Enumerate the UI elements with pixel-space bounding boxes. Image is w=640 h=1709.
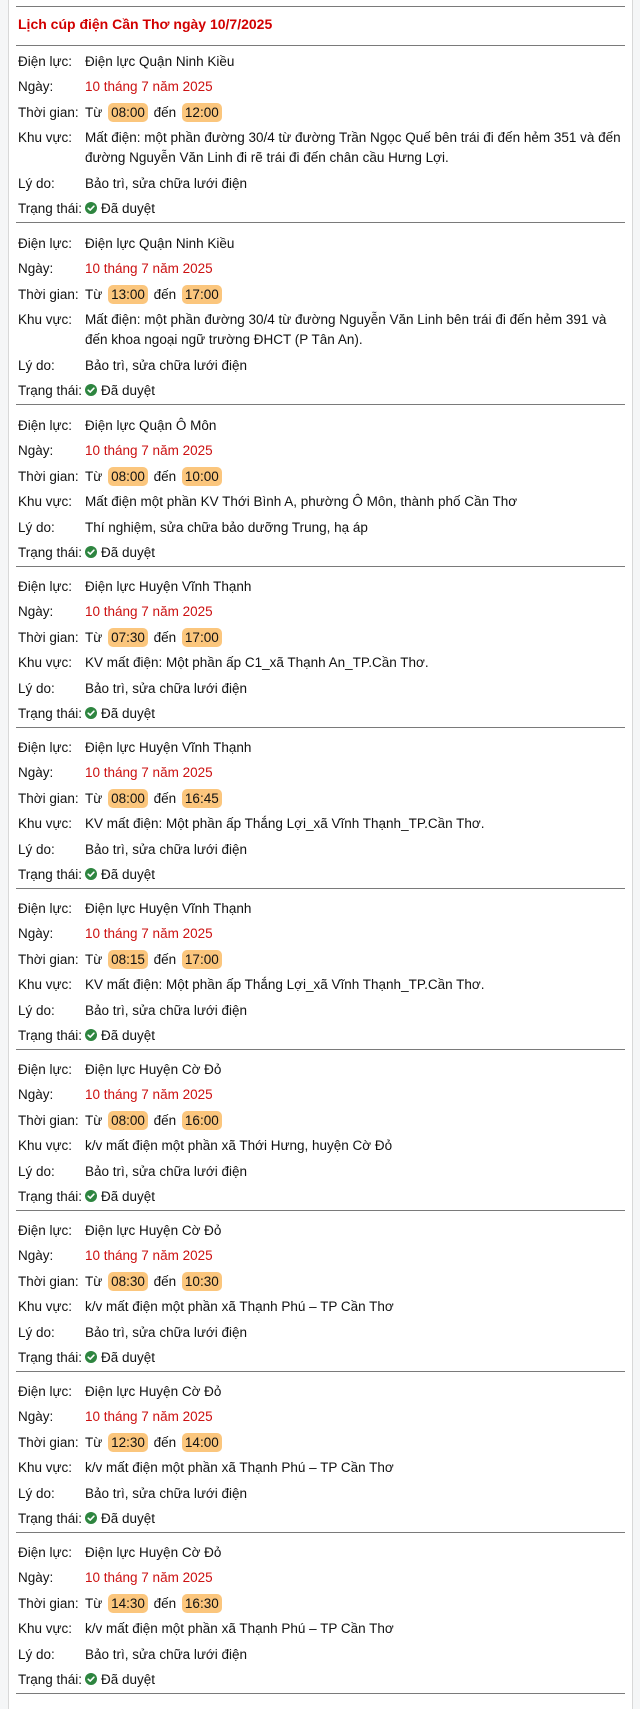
reason-value: Bảo trì, sửa chữa lưới điện (85, 357, 248, 373)
time-row (18, 1594, 622, 1614)
time-from-text: Từ (85, 951, 103, 967)
time-value (85, 1433, 622, 1453)
status-value (85, 1509, 622, 1529)
status-row (18, 1187, 622, 1207)
area-row (18, 310, 622, 350)
time-from-text: Từ (85, 629, 103, 645)
unit-label: Điện lực: (18, 1223, 73, 1238)
reason-label: Lý do: (18, 1646, 55, 1662)
status-label: Trạng thái: (18, 201, 83, 216)
time-row (18, 789, 622, 809)
area-label: Khu vực: (18, 312, 73, 328)
time-row (18, 1433, 622, 1453)
status-row (18, 1509, 622, 1529)
unit-row (18, 1060, 622, 1080)
unit-label: Điện lực: (18, 1545, 73, 1560)
end-time-badge: 17:00 (182, 628, 222, 647)
reason-label: Lý do: (18, 680, 55, 696)
date-label: Ngày: (18, 443, 54, 459)
time-label: Thời gian: (18, 951, 79, 967)
area-row (18, 1458, 622, 1478)
date-label: Ngày: (18, 1248, 54, 1264)
start-time-badge: 08:30 (108, 1272, 148, 1291)
status-value (85, 865, 622, 885)
area-value: KV mất điện: Một phần ấp C1_xã Thạnh An_TP.Cần Thơ. (85, 655, 429, 671)
area-label: Khu vực: (18, 130, 73, 146)
check-circle-icon (85, 1671, 97, 1683)
time-value (85, 789, 622, 809)
unit-row (18, 738, 622, 758)
reason-row (18, 679, 622, 699)
area-row (18, 1136, 622, 1156)
date-label: Ngày: (18, 1409, 54, 1425)
divider (16, 566, 625, 567)
unit-value: Điện lực Huyện Vĩnh Thạnh (85, 579, 252, 594)
time-to-text: đến (153, 951, 177, 967)
date-label: Ngày: (18, 765, 54, 781)
check-circle-icon (85, 705, 97, 717)
reason-row (18, 518, 622, 538)
unit-row (18, 899, 622, 919)
unit-value: Điện lực Huyện Cờ Đỏ (85, 1062, 222, 1077)
reason-row (18, 1484, 622, 1504)
time-from-text: Từ (85, 104, 103, 120)
date-row (18, 1085, 622, 1105)
time-to-text: đến (153, 1434, 177, 1450)
time-from-text: Từ (85, 790, 103, 806)
end-time-badge: 10:00 (182, 467, 222, 486)
time-value (85, 1111, 622, 1131)
area-row (18, 492, 622, 512)
start-time-badge: 13:00 (108, 285, 148, 304)
status-label: Trạng thái: (18, 706, 83, 721)
divider (16, 222, 625, 223)
unit-value: Điện lực Quận Ninh Kiều (85, 236, 235, 251)
time-to-text: đến (153, 468, 177, 484)
status-value (85, 1670, 622, 1690)
divider (16, 1210, 625, 1211)
unit-label: Điện lực: (18, 54, 73, 69)
divider (16, 45, 625, 46)
date-value: 10 tháng 7 năm 2025 (85, 443, 213, 459)
divider (16, 727, 625, 728)
date-row (18, 924, 622, 944)
time-to-text: đến (153, 286, 177, 302)
check-circle-icon (85, 866, 97, 878)
area-value: KV mất điện: Một phần ấp Thắng Lợi_xã Vĩnh Thạnh_TP.Cần Thơ. (85, 816, 485, 832)
check-circle-icon (85, 1349, 97, 1361)
date-value: 10 tháng 7 năm 2025 (85, 1570, 213, 1586)
date-row (18, 259, 622, 279)
end-time-badge: 10:30 (182, 1272, 222, 1291)
reason-row (18, 1001, 622, 1021)
date-label: Ngày: (18, 604, 54, 620)
time-from-text: Từ (85, 286, 103, 302)
check-circle-icon (85, 1027, 97, 1039)
time-label: Thời gian: (18, 1273, 79, 1289)
status-row (18, 1348, 622, 1368)
area-label: Khu vực: (18, 1299, 73, 1315)
reason-value: Bảo trì, sửa chữa lưới điện (85, 1485, 248, 1501)
time-to-text: đến (153, 1595, 177, 1611)
status-badge: Đã duyệt (101, 201, 156, 216)
start-time-badge: 08:00 (108, 467, 148, 486)
status-badge: Đã duyệt (101, 545, 156, 560)
schedule-panel (8, 0, 633, 1709)
unit-value: Điện lực Huyện Cờ Đỏ (85, 1545, 222, 1560)
time-value (85, 628, 622, 648)
date-label: Ngày: (18, 79, 54, 95)
status-value (85, 704, 622, 724)
date-row (18, 1407, 622, 1427)
status-value (85, 543, 622, 563)
time-from-text: Từ (85, 1273, 103, 1289)
status-row (18, 1670, 622, 1690)
start-time-badge: 07:30 (108, 628, 148, 647)
reason-value: Bảo trì, sửa chữa lưới điện (85, 680, 248, 696)
time-to-text: đến (153, 629, 177, 645)
date-value: 10 tháng 7 năm 2025 (85, 604, 213, 620)
date-row (18, 1246, 622, 1266)
area-value: k/v mất điện một phần xã Thạnh Phú – TP Cần Thơ (85, 1621, 394, 1637)
area-label: Khu vực: (18, 1621, 73, 1637)
reason-row (18, 1645, 622, 1665)
reason-value: Bảo trì, sửa chữa lưới điện (85, 1163, 248, 1179)
status-label: Trạng thái: (18, 867, 83, 882)
end-time-badge: 14:00 (182, 1433, 222, 1452)
unit-label: Điện lực: (18, 579, 73, 594)
area-row (18, 653, 622, 673)
time-value (85, 103, 622, 123)
unit-label: Điện lực: (18, 236, 73, 251)
reason-row (18, 1323, 622, 1343)
check-circle-icon (85, 1510, 97, 1522)
check-circle-icon (85, 382, 97, 394)
status-badge: Đã duyệt (101, 1028, 156, 1043)
unit-row (18, 416, 622, 436)
date-label: Ngày: (18, 1570, 54, 1586)
unit-label: Điện lực: (18, 740, 73, 755)
time-value (85, 285, 622, 305)
reason-label: Lý do: (18, 1163, 55, 1179)
status-badge: Đã duyệt (101, 1350, 156, 1365)
time-from-text: Từ (85, 468, 103, 484)
area-label: Khu vực: (18, 1138, 73, 1154)
reason-value: Bảo trì, sửa chữa lưới điện (85, 1002, 248, 1018)
reason-label: Lý do: (18, 1002, 55, 1018)
unit-label: Điện lực: (18, 418, 73, 433)
date-value: 10 tháng 7 năm 2025 (85, 261, 213, 277)
unit-row (18, 1543, 622, 1563)
reason-label: Lý do: (18, 1485, 55, 1501)
reason-value: Thí nghiệm, sửa chữa bảo dưỡng Trung, hạ áp (85, 519, 368, 535)
time-label: Thời gian: (18, 1595, 79, 1611)
status-label: Trạng thái: (18, 545, 83, 560)
area-label: Khu vực: (18, 816, 73, 832)
unit-row (18, 234, 622, 254)
end-time-badge: 16:00 (182, 1111, 222, 1130)
divider (16, 404, 625, 405)
start-time-badge: 08:00 (108, 1111, 148, 1130)
time-value (85, 467, 622, 487)
end-time-badge: 17:00 (182, 950, 222, 969)
time-from-text: Từ (85, 1112, 103, 1128)
divider (16, 1532, 625, 1533)
date-label: Ngày: (18, 1087, 54, 1103)
check-circle-icon (85, 544, 97, 556)
time-value (85, 950, 622, 970)
date-row (18, 1568, 622, 1588)
area-value: Mất điện một phần KV Thới Bình A, phường Ô Môn, thành phố Cần Thơ (85, 494, 518, 510)
time-row (18, 285, 622, 305)
start-time-badge: 12:30 (108, 1433, 148, 1452)
area-row (18, 1619, 622, 1639)
time-label: Thời gian: (18, 1112, 79, 1128)
status-badge: Đã duyệt (101, 383, 156, 398)
date-row (18, 441, 622, 461)
status-row (18, 865, 622, 885)
unit-row (18, 1382, 622, 1402)
area-value: Mất điện: một phần đường 30/4 từ đường Trần Ngọc Quế bên trái đi đến hẻm 351 và đến đường Nguyễn Văn Linh đi rẽ trái đi đến chân cầu Hưng Lợi. (85, 130, 621, 166)
time-to-text: đến (153, 104, 177, 120)
reason-row (18, 840, 622, 860)
divider (16, 6, 625, 7)
area-row (18, 1297, 622, 1317)
check-circle-icon (85, 200, 97, 212)
status-value (85, 1026, 622, 1046)
area-value: Mất điện: một phần đường 30/4 từ đường Nguyễn Văn Linh bên trái đi đến hẻm 391 và đến khoa ngoại ngữ trường ĐHCT (P Tân An). (85, 312, 607, 348)
unit-row (18, 1221, 622, 1241)
status-label: Trạng thái: (18, 1350, 83, 1365)
status-row (18, 199, 622, 219)
status-badge: Đã duyệt (101, 706, 156, 721)
end-time-badge: 16:30 (182, 1594, 222, 1613)
time-label: Thời gian: (18, 286, 79, 302)
time-row (18, 103, 622, 123)
unit-value: Điện lực Huyện Cờ Đỏ (85, 1384, 222, 1399)
reason-row (18, 356, 622, 376)
reason-label: Lý do: (18, 841, 55, 857)
unit-label: Điện lực: (18, 1384, 73, 1399)
date-value: 10 tháng 7 năm 2025 (85, 1087, 213, 1103)
reason-label: Lý do: (18, 357, 55, 373)
time-from-text: Từ (85, 1434, 103, 1450)
status-row (18, 704, 622, 724)
time-row (18, 1272, 622, 1292)
status-value (85, 199, 622, 219)
time-to-text: đến (153, 1273, 177, 1289)
date-row (18, 602, 622, 622)
time-row (18, 950, 622, 970)
area-row (18, 128, 622, 168)
date-value: 10 tháng 7 năm 2025 (85, 1409, 213, 1425)
reason-value: Bảo trì, sửa chữa lưới điện (85, 175, 248, 191)
status-badge: Đã duyệt (101, 867, 156, 882)
reason-row (18, 174, 622, 194)
reason-label: Lý do: (18, 1324, 55, 1340)
reason-value: Bảo trì, sửa chữa lưới điện (85, 841, 248, 857)
end-time-badge: 17:00 (182, 285, 222, 304)
status-row (18, 1026, 622, 1046)
status-row (18, 543, 622, 563)
area-value: k/v mất điện một phần xã Thới Hưng, huyện Cờ Đỏ (85, 1138, 393, 1154)
unit-value: Điện lực Huyện Cờ Đỏ (85, 1223, 222, 1238)
status-badge: Đã duyệt (101, 1189, 156, 1204)
reason-label: Lý do: (18, 175, 55, 191)
area-label: Khu vực: (18, 977, 73, 993)
status-label: Trạng thái: (18, 1189, 83, 1204)
time-label: Thời gian: (18, 790, 79, 806)
date-value: 10 tháng 7 năm 2025 (85, 1248, 213, 1264)
area-value: KV mất điện: Một phần ấp Thắng Lợi_xã Vĩnh Thạnh_TP.Cần Thơ. (85, 977, 485, 993)
start-time-badge: 08:00 (108, 103, 148, 122)
reason-value: Bảo trì, sửa chữa lưới điện (85, 1646, 248, 1662)
status-row (18, 381, 622, 401)
date-row (18, 77, 622, 97)
unit-row (18, 52, 622, 72)
time-value (85, 1272, 622, 1292)
unit-value: Điện lực Quận Ninh Kiều (85, 54, 235, 69)
area-value: k/v mất điện một phần xã Thạnh Phú – TP Cần Thơ (85, 1299, 394, 1315)
time-label: Thời gian: (18, 104, 79, 120)
status-label: Trạng thái: (18, 1511, 83, 1526)
status-label: Trạng thái: (18, 383, 83, 398)
date-label: Ngày: (18, 261, 54, 277)
end-time-badge: 12:00 (182, 103, 222, 122)
reason-label: Lý do: (18, 519, 55, 535)
date-value: 10 tháng 7 năm 2025 (85, 79, 213, 95)
divider (16, 1049, 625, 1050)
time-row (18, 1111, 622, 1131)
area-row (18, 975, 622, 995)
unit-value: Điện lực Quận Ô Môn (85, 418, 217, 433)
page-title: Lịch cúp điện Cần Thơ ngày 10/7/2025 (18, 16, 273, 32)
reason-value: Bảo trì, sửa chữa lưới điện (85, 1324, 248, 1340)
start-time-badge: 08:15 (108, 950, 148, 969)
check-circle-icon (85, 1188, 97, 1200)
unit-value: Điện lực Huyện Vĩnh Thạnh (85, 740, 252, 755)
divider (16, 1693, 625, 1694)
time-to-text: đến (153, 790, 177, 806)
status-value (85, 1187, 622, 1207)
date-value: 10 tháng 7 năm 2025 (85, 765, 213, 781)
status-value (85, 1348, 622, 1368)
unit-row (18, 577, 622, 597)
reason-row (18, 1162, 622, 1182)
date-label: Ngày: (18, 926, 54, 942)
status-badge: Đã duyệt (101, 1672, 156, 1687)
area-label: Khu vực: (18, 494, 73, 510)
unit-value: Điện lực Huyện Vĩnh Thạnh (85, 901, 252, 916)
unit-label: Điện lực: (18, 1062, 73, 1077)
time-value (85, 1594, 622, 1614)
area-value: k/v mất điện một phần xã Thạnh Phú – TP Cần Thơ (85, 1460, 394, 1476)
end-time-badge: 16:45 (182, 789, 222, 808)
status-value (85, 381, 622, 401)
status-label: Trạng thái: (18, 1028, 83, 1043)
unit-label: Điện lực: (18, 901, 73, 916)
divider (16, 1371, 625, 1372)
status-badge: Đã duyệt (101, 1511, 156, 1526)
status-label: Trạng thái: (18, 1672, 83, 1687)
time-row (18, 467, 622, 487)
time-row (18, 628, 622, 648)
date-value: 10 tháng 7 năm 2025 (85, 926, 213, 942)
date-row (18, 763, 622, 783)
area-label: Khu vực: (18, 1460, 73, 1476)
area-row (18, 814, 622, 834)
start-time-badge: 14:30 (108, 1594, 148, 1613)
time-label: Thời gian: (18, 1434, 79, 1450)
time-to-text: đến (153, 1112, 177, 1128)
divider (16, 888, 625, 889)
time-label: Thời gian: (18, 468, 79, 484)
start-time-badge: 08:00 (108, 789, 148, 808)
time-label: Thời gian: (18, 629, 79, 645)
time-from-text: Từ (85, 1595, 103, 1611)
area-label: Khu vực: (18, 655, 73, 671)
